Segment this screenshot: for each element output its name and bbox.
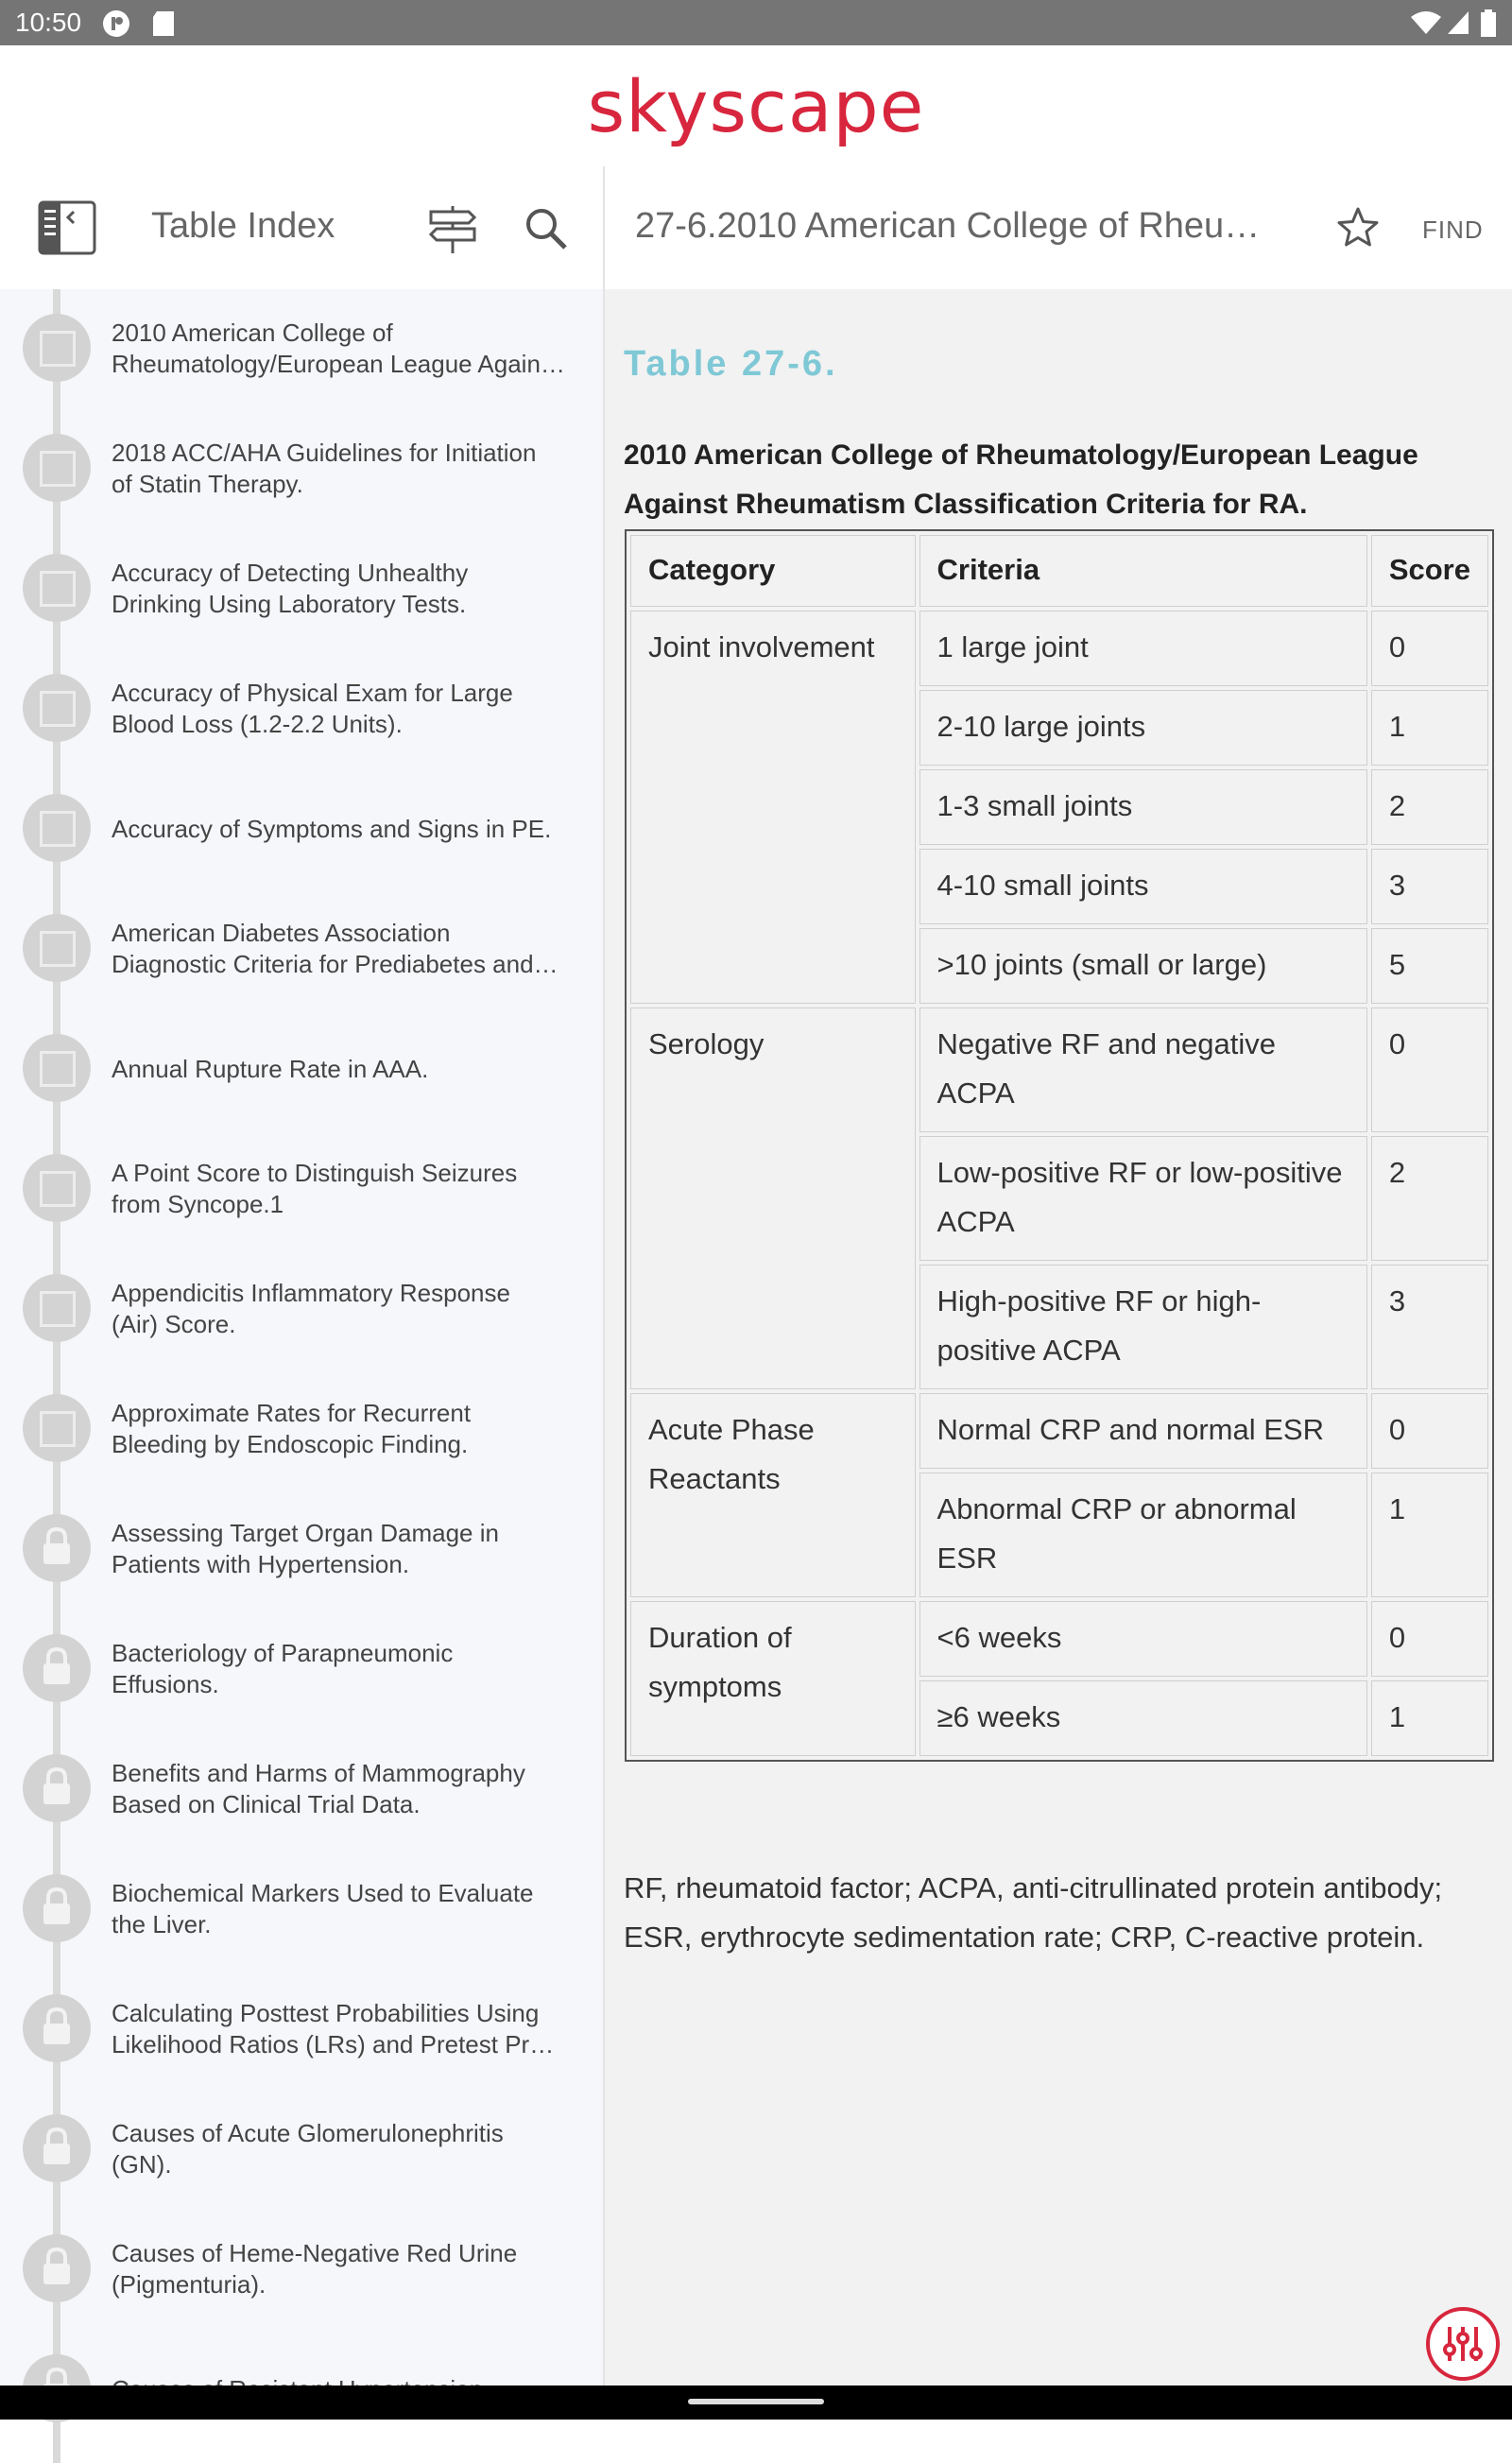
index-item-label: Biochemical Markers Used to Evaluate the Liver. (112, 1879, 534, 1938)
index-item-label: Accuracy of Detecting Unhealthy Drinking Using Laboratory Tests. (112, 559, 469, 618)
table-caption: 2010 American College of Rheumatology/European League Against Rheumatism Classification Criteria for RA. (624, 439, 1418, 520)
criteria-cell: 4-10 small joints (919, 849, 1367, 924)
index-item-label: Annual Rupture Rate in AAA. (112, 1055, 429, 1083)
criteria-cell: 2-10 large joints (919, 690, 1367, 766)
table-footnote: RF, rheumatoid factor; ACPA, anti-citrullinated protein antibody; ESR, erythrocyte sedimentation rate; CRP, C-reactive protein. (624, 1871, 1443, 1954)
lock-icon (23, 1874, 91, 1942)
table-row (630, 611, 1488, 686)
table-index-title: Table Index (151, 206, 335, 246)
unlocked-node-icon (23, 1274, 91, 1342)
criteria-table (625, 529, 1494, 1762)
status-bar (0, 0, 1512, 45)
index-item-label: Bacteriology of Parapneumonic Effusions. (112, 1639, 454, 1698)
score-cell: 1 (1371, 1680, 1488, 1756)
lock-icon (23, 1634, 91, 1702)
criteria-cell: High-positive RF or high-positive ACPA (919, 1265, 1367, 1389)
score-cell: 0 (1371, 1393, 1488, 1469)
settings-sliders-fab-icon[interactable] (1425, 2306, 1501, 2386)
system-nav-bar (0, 2385, 1512, 2420)
criteria-cell: 1-3 small joints (919, 769, 1367, 845)
index-list-item[interactable] (0, 889, 603, 1009)
content-toolbar (605, 166, 1512, 289)
index-list-item[interactable] (0, 2210, 603, 2330)
notification-icon (102, 9, 130, 43)
index-list-item[interactable] (0, 1369, 603, 1490)
battery-icon (1480, 9, 1497, 43)
index-list-item[interactable] (0, 1850, 603, 1970)
collapse-book-icon[interactable] (38, 200, 96, 260)
score-cell: 1 (1371, 1473, 1488, 1597)
index-list-item[interactable] (0, 649, 603, 769)
score-cell: 2 (1371, 1136, 1488, 1261)
category-cell: Joint involvement (630, 611, 916, 1004)
table-row (630, 1393, 1488, 1469)
criteria-cell: 1 large joint (919, 611, 1367, 686)
lock-icon (23, 2114, 91, 2182)
index-item-label: Calculating Posttest Probabilities Using Likelihood Ratios (LRs) and Pretest Pr… (112, 1999, 555, 2058)
index-item-label: Accuracy of Symptoms and Signs in PE. (112, 815, 552, 843)
content-title: 27-6.2010 American College of Rheu… (635, 206, 1261, 246)
index-list-item[interactable] (0, 1730, 603, 1850)
score-cell: 1 (1371, 690, 1488, 766)
score-cell: 3 (1371, 1265, 1488, 1389)
signpost-icon[interactable] (427, 204, 478, 260)
criteria-cell: <6 weeks (919, 1601, 1367, 1677)
index-list-item[interactable] (0, 1490, 603, 1610)
header-category: Category (630, 535, 916, 607)
find-button[interactable]: FIND (1422, 215, 1484, 244)
index-item-label: American Diabetes Association Diagnostic Criteria for Prediabetes and… (112, 919, 558, 978)
unlocked-node-icon (23, 794, 91, 862)
index-item-label: 2010 American College of Rheumatology/European League Again… (112, 319, 565, 378)
unlocked-node-icon (23, 914, 91, 982)
index-item-label: Accuracy of Physical Exam for Large Blood Loss (1.2-2.2 Units). (112, 679, 513, 738)
category-cell: Acute Phase Reactants (630, 1393, 916, 1597)
score-cell: 2 (1371, 769, 1488, 845)
index-item-label: Causes of Heme-Negative Red Urine (Pigmenturia). (112, 2239, 518, 2299)
header-criteria: Criteria (919, 535, 1367, 607)
index-item-label: Assessing Target Organ Damage in Patients with Hypertension. (112, 1519, 499, 1578)
criteria-cell: ≥6 weeks (919, 1680, 1367, 1756)
score-cell: 3 (1371, 849, 1488, 924)
score-cell: 0 (1371, 1008, 1488, 1132)
unlocked-node-icon (23, 554, 91, 622)
index-item-label: A Point Score to Distinguish Seizures from Syncope.1 (112, 1159, 518, 1218)
index-list-item[interactable] (0, 289, 603, 409)
score-cell: 0 (1371, 1601, 1488, 1677)
app-header (0, 45, 1512, 168)
table-number: Table 27-6. (624, 344, 838, 384)
table-index-list (0, 289, 603, 2450)
unlocked-node-icon (23, 1394, 91, 1462)
index-list-item[interactable] (0, 769, 603, 889)
category-cell: Duration of symptoms (630, 1601, 916, 1756)
lock-icon (23, 1514, 91, 1582)
wifi-icon (1410, 9, 1442, 41)
status-time: 10:50 (15, 8, 82, 37)
index-item-label: 2018 ACC/AHA Guidelines for Initiation of Statin Therapy. (112, 439, 537, 498)
criteria-cell: >10 joints (small or large) (919, 928, 1367, 1004)
index-list-item[interactable] (0, 1249, 603, 1369)
criteria-cell: Low-positive RF or low-positive ACPA (919, 1136, 1367, 1261)
skyscape-logo: skyscape (587, 64, 925, 148)
index-item-label: Appendicitis Inflammatory Response (Air) Score. (112, 1279, 510, 1338)
search-icon[interactable] (524, 206, 569, 256)
signal-icon (1446, 9, 1470, 41)
table-header-row (630, 535, 1488, 607)
unlocked-node-icon (23, 434, 91, 502)
index-item-label: Approximate Rates for Recurrent Bleeding by Endoscopic Finding. (112, 1399, 472, 1458)
index-item-label: Causes of Acute Glomerulonephritis (GN). (112, 2119, 504, 2179)
unlocked-node-icon (23, 1034, 91, 1102)
index-list-item[interactable] (0, 409, 603, 529)
category-cell: Serology (630, 1008, 916, 1389)
criteria-cell: Normal CRP and normal ESR (919, 1393, 1367, 1469)
table-row (630, 1008, 1488, 1132)
score-cell: 5 (1371, 928, 1488, 1004)
bookmark-star-icon[interactable] (1336, 206, 1380, 254)
score-cell: 0 (1371, 611, 1488, 686)
content-area (605, 289, 1512, 2385)
index-list-item[interactable] (0, 1970, 603, 2090)
index-item-label: Benefits and Harms of Mammography Based on Clinical Trial Data. (112, 1759, 525, 1818)
lock-icon (23, 1994, 91, 2062)
home-gesture-pill[interactable] (688, 2399, 824, 2404)
index-list-item[interactable] (0, 1009, 603, 1129)
table-row (630, 1601, 1488, 1677)
table-index-toolbar (0, 166, 603, 289)
index-list-item[interactable] (0, 2090, 603, 2210)
unlocked-node-icon (23, 674, 91, 742)
index-list-item[interactable] (0, 1129, 603, 1249)
header-score: Score (1371, 535, 1488, 607)
index-list-item[interactable] (0, 529, 603, 649)
criteria-cell: Negative RF and negative ACPA (919, 1008, 1367, 1132)
unlocked-node-icon (23, 314, 91, 382)
lock-icon (23, 1754, 91, 1822)
unlocked-node-icon (23, 1154, 91, 1222)
table-index-pane (0, 166, 605, 2385)
index-list-item[interactable] (0, 1610, 603, 1730)
lock-icon (23, 2234, 91, 2302)
sd-card-icon (151, 9, 176, 43)
criteria-cell: Abnormal CRP or abnormal ESR (919, 1473, 1367, 1597)
